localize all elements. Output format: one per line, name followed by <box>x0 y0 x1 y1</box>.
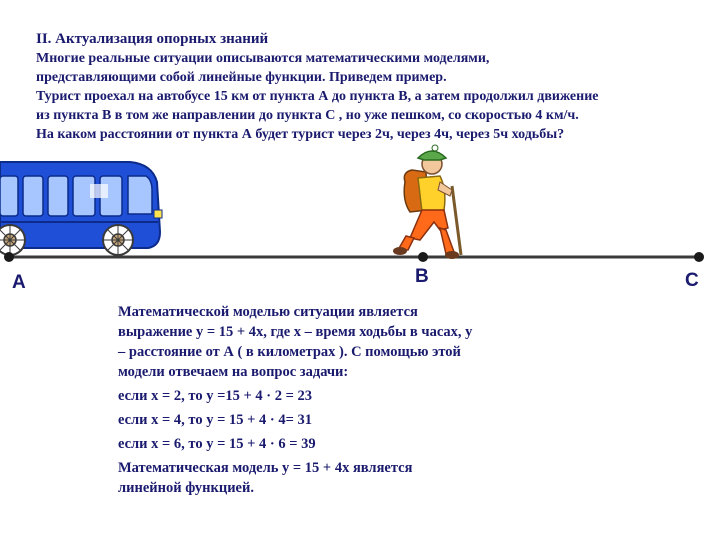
solution-block <box>118 302 578 498</box>
section-heading: II. Актуализация опорных знаний <box>36 31 269 47</box>
intro-line-1: Многие реальные ситуации описываются математическими моделями, <box>36 51 490 66</box>
model-line-1: Математической моделью ситуации является <box>118 304 418 320</box>
model-line-3: – расстояние от А ( в километрах ). С помощью этой <box>118 344 461 360</box>
point-a-label: A <box>12 272 26 293</box>
bus-icon <box>0 162 162 255</box>
intro-line-2: представляющими собой линейные функции. Приведем пример. <box>36 70 447 85</box>
point-a-marker <box>4 252 14 262</box>
point-c-label: C <box>685 270 699 291</box>
case-x6: если х = 6, то у = 15 + 4 · 6 = 39 <box>118 436 316 452</box>
point-c-marker <box>694 252 704 262</box>
hiker-icon <box>393 145 461 259</box>
model-line-2: выражение у = 15 + 4х, где х – время ходьбы в часах, у <box>118 324 473 340</box>
problem-line-3: На каком расстоянии от пункта А будет турист через 2ч, через 4ч, через 5ч ходьбы? <box>36 127 565 142</box>
problem-line-2: из пункта В в том же направлении до пункта С , но уже пешком, со скоростью 4 км/ч. <box>36 108 579 123</box>
conclusion-line-2: линейной функцией. <box>118 480 254 496</box>
problem-line-1: Турист проехал на автобусе 15 км от пункта А до пункта В, а затем продолжил движение <box>36 89 599 104</box>
case-x4: если х = 4, то у = 15 + 4 · 4= 31 <box>118 412 312 428</box>
case-x2: если х = 2, то у =15 + 4 · 2 = 23 <box>118 388 312 404</box>
conclusion-line-1: Математическая модель у = 15 + 4х является <box>118 460 413 476</box>
point-b-marker <box>418 252 428 262</box>
model-line-4: модели отвечаем на вопрос задачи: <box>118 364 349 380</box>
point-b-label: B <box>415 266 429 287</box>
